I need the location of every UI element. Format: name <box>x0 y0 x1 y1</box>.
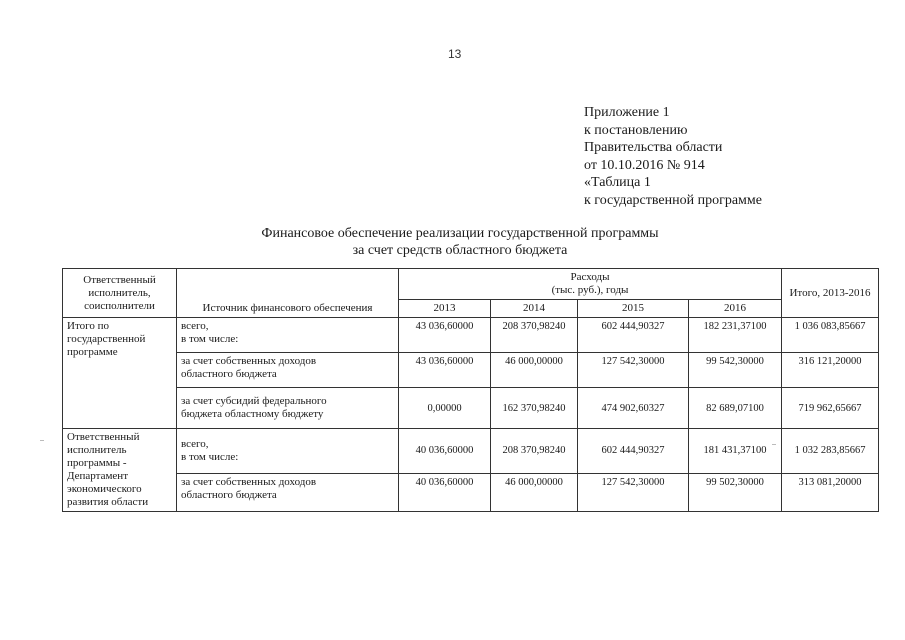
appendix-line: Приложение 1 <box>584 105 670 120</box>
header-year: 2013 <box>399 300 491 318</box>
header-responsible: Ответственный исполнитель, соисполнители <box>63 269 177 318</box>
source-line: областного бюджета <box>181 488 277 501</box>
value-cell: 208 370,98240 <box>491 318 578 353</box>
header-year: 2016 <box>689 300 782 318</box>
table-row <box>63 318 879 353</box>
total-cell: 1 032 283,85667 <box>782 429 879 474</box>
header-expenses-label: Расходы <box>570 271 610 283</box>
value-cell: 82 689,07100 <box>689 388 782 429</box>
value-cell: 46 000,00000 <box>491 473 578 511</box>
title-line-1: Финансовое обеспечение реализации государственной программы <box>261 226 659 241</box>
source-line: в том числе: <box>181 333 239 345</box>
table-row <box>63 429 879 474</box>
table-row <box>63 353 879 388</box>
source-line: за счет субсидий федерального <box>181 395 327 407</box>
header-year: 2014 <box>491 300 578 318</box>
total-cell: 313 081,20000 <box>782 473 879 511</box>
source-cell <box>177 473 399 511</box>
source-line: всего, <box>181 320 209 332</box>
value-cell: 0,00000 <box>399 388 491 429</box>
value-cell: 162 370,98240 <box>491 388 578 429</box>
value-cell: 181 431,37100 <box>689 429 782 474</box>
value-cell: 46 000,00000 <box>491 353 578 388</box>
source-line: областного бюджета <box>181 368 277 380</box>
header-expenses-unit: (тыс. руб.), годы <box>551 284 629 296</box>
table-row <box>63 473 879 511</box>
source-cell <box>177 353 399 388</box>
table-row <box>63 388 879 429</box>
appendix-line: к постановлению <box>584 122 688 138</box>
value-cell: 182 231,37100 <box>689 318 782 353</box>
source-line: в том числе: <box>181 450 239 463</box>
total-cell: 1 036 083,85667 <box>782 318 879 353</box>
source-cell <box>177 429 399 474</box>
source-line: всего, <box>181 437 209 450</box>
value-cell: 43 036,60000 <box>399 318 491 353</box>
source-line: за счет собственных доходов <box>181 355 317 367</box>
appendix-line: от 10.10.2016 № 914 <box>584 157 705 173</box>
value-cell: 40 036,60000 <box>399 473 491 511</box>
source-cell <box>177 318 399 353</box>
value-cell: 127 542,30000 <box>578 353 689 388</box>
scan-speck <box>772 444 776 445</box>
value-cell: 127 542,30000 <box>578 473 689 511</box>
value-cell: 40 036,60000 <box>399 429 491 474</box>
group-name: Ответственный исполнитель программы - Департамент экономического развития области <box>63 429 177 512</box>
appendix-block <box>584 104 762 209</box>
value-cell: 474 902,60327 <box>578 388 689 429</box>
appendix-line: Правительства области <box>584 140 723 155</box>
header-year: 2015 <box>578 300 689 318</box>
appendix-line: «Таблица 1 <box>584 175 651 190</box>
value-cell: 208 370,98240 <box>491 429 578 474</box>
scan-speck <box>40 440 44 441</box>
page-number: 13 <box>448 47 462 61</box>
value-cell: 99 542,30000 <box>689 353 782 388</box>
source-line: за счет собственных доходов <box>181 475 317 488</box>
appendix-line: к государственной программе <box>584 192 762 208</box>
total-cell: 316 121,20000 <box>782 353 879 388</box>
value-cell: 99 502,30000 <box>689 473 782 511</box>
value-cell: 602 444,90327 <box>578 318 689 353</box>
source-cell <box>177 388 399 429</box>
document-title <box>180 225 740 259</box>
header-source: Источник финансового обеспечения <box>177 300 399 318</box>
header-source-top <box>177 269 399 300</box>
group-name: Итого по государственной программе <box>63 318 177 429</box>
financing-table <box>62 268 879 512</box>
header-total: Итого, 2013-2016 <box>782 269 879 318</box>
total-cell: 719 962,65667 <box>782 388 879 429</box>
title-line-2: за счет средств областного бюджета <box>352 243 568 258</box>
header-expenses <box>399 269 782 300</box>
source-line: бюджета областному бюджету <box>181 408 324 420</box>
value-cell: 43 036,60000 <box>399 353 491 388</box>
value-cell: 602 444,90327 <box>578 429 689 474</box>
